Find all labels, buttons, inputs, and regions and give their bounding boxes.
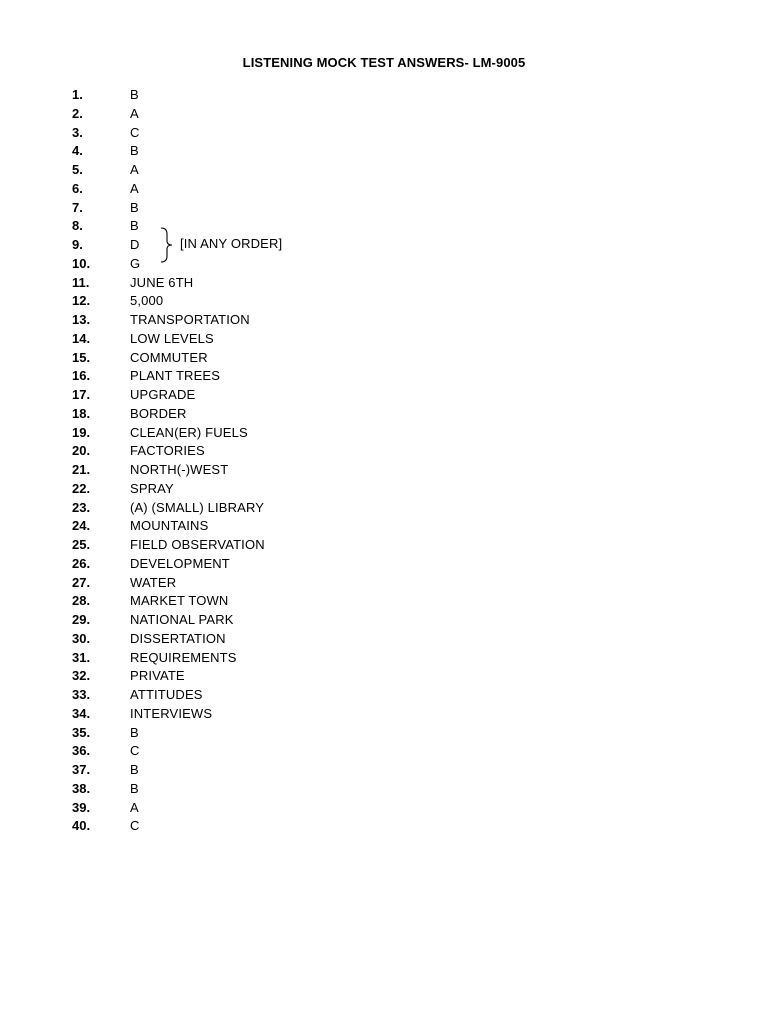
answer-row [0, 461, 768, 480]
answer-row [0, 686, 768, 705]
answer-number: 4. [72, 143, 83, 159]
answer-number: 36. [72, 743, 91, 759]
answer-number: 12. [72, 293, 91, 309]
answer-value: MARKET TOWN [130, 593, 229, 609]
group-note: [IN ANY ORDER] [180, 236, 283, 251]
answer-value: WATER [130, 574, 177, 590]
answer-number: 17. [72, 387, 91, 402]
answer-value: C [130, 124, 140, 140]
answer-number: 9. [72, 237, 83, 252]
answer-number: 11. [72, 274, 90, 290]
answer-row [0, 86, 768, 105]
answer-number: 26. [72, 555, 91, 571]
answer-row [0, 255, 768, 274]
answer-row [0, 817, 768, 836]
answer-number: 14. [72, 330, 91, 346]
answer-row [0, 424, 768, 443]
answer-row [0, 574, 768, 593]
answer-value: B [130, 762, 139, 777]
answer-number: 7. [72, 199, 83, 215]
answer-row [0, 199, 768, 218]
answer-row [0, 499, 768, 518]
answer-value: D [130, 237, 140, 252]
answer-row [0, 292, 768, 311]
answer-number: 19. [72, 424, 91, 440]
answer-number: 3. [72, 124, 83, 140]
answer-row [0, 386, 768, 405]
answer-row [0, 180, 768, 199]
answer-number: 6. [72, 180, 83, 196]
answer-value: A [130, 799, 139, 815]
right-brace-icon [158, 226, 178, 264]
answer-row [0, 311, 768, 330]
answer-value: COMMUTER [130, 349, 208, 365]
answer-value: B [130, 87, 139, 102]
answer-value: NATIONAL PARK [130, 612, 234, 627]
answer-number: 27. [72, 574, 91, 590]
answer-number: 30. [72, 630, 91, 646]
answer-number: 21. [72, 462, 91, 477]
answer-number: 22. [72, 480, 91, 496]
answer-number: 8. [72, 218, 83, 234]
answer-value: SPRAY [130, 480, 174, 496]
answer-row [0, 630, 768, 649]
answer-row [0, 330, 768, 349]
answer-number: 34. [72, 705, 91, 721]
answer-value: 5,000 [130, 293, 164, 309]
answer-value: FACTORIES [130, 443, 205, 459]
answer-number: 39. [72, 799, 91, 815]
answer-row [0, 517, 768, 536]
answer-row [0, 405, 768, 424]
answer-number: 1. [72, 87, 83, 102]
answer-value: PRIVATE [130, 668, 185, 684]
answer-value: JUNE 6TH [130, 274, 194, 290]
answer-row [0, 161, 768, 180]
answer-number: 24. [72, 518, 91, 534]
answer-row [0, 667, 768, 686]
answer-number: 38. [72, 780, 91, 796]
answer-value: B [130, 724, 139, 740]
answer-number: 18. [72, 405, 91, 421]
answer-value: BORDER [130, 405, 187, 421]
answer-row [0, 705, 768, 724]
answer-number: 2. [72, 105, 83, 121]
answer-number: 29. [72, 612, 91, 627]
answer-row [0, 555, 768, 574]
answer-value: NORTH(-)WEST [130, 462, 229, 477]
answer-number: 33. [72, 687, 91, 702]
answer-value: MOUNTAINS [130, 518, 209, 534]
answer-number: 15. [72, 349, 91, 365]
answer-value: G [130, 255, 141, 271]
answer-number: 32. [72, 668, 91, 684]
page-title: LISTENING MOCK TEST ANSWERS- LM-9005 [242, 55, 526, 70]
answer-row [0, 649, 768, 668]
answer-number: 37. [72, 762, 91, 777]
answer-value: B [130, 780, 139, 796]
answer-row [0, 536, 768, 555]
answer-value: LOW LEVELS [130, 330, 214, 346]
answer-row [0, 274, 768, 293]
answer-row [0, 780, 768, 799]
answer-value: A [130, 105, 139, 121]
answer-value: (A) (SMALL) LIBRARY [130, 499, 265, 515]
answer-value: UPGRADE [130, 387, 196, 402]
answer-row [0, 724, 768, 743]
answer-row [0, 442, 768, 461]
answer-row [0, 142, 768, 161]
answer-row [0, 367, 768, 386]
answer-row [0, 592, 768, 611]
answer-value: A [130, 162, 139, 177]
answer-row [0, 105, 768, 124]
answer-row [0, 761, 768, 780]
answer-value: PLANT TREES [130, 368, 221, 384]
answer-number: 31. [72, 649, 91, 665]
answer-number: 23. [72, 499, 91, 515]
answer-row [0, 124, 768, 143]
answer-row [0, 480, 768, 499]
answer-value: B [130, 199, 139, 215]
answer-row [0, 217, 768, 236]
answer-value: REQUIREMENTS [130, 649, 237, 665]
answer-number: 20. [72, 443, 91, 459]
answer-row [0, 799, 768, 818]
answer-value: B [130, 218, 139, 234]
answer-value: FIELD OBSERVATION [130, 537, 265, 552]
answer-value: TRANSPORTATION [130, 312, 250, 327]
group-bracket [158, 226, 358, 264]
answer-number: 28. [72, 593, 91, 609]
answer-row [0, 349, 768, 368]
answer-row [0, 611, 768, 630]
answer-value: CLEAN(ER) FUELS [130, 424, 248, 440]
answer-number: 25. [72, 537, 91, 552]
answer-number: 13. [72, 312, 91, 327]
answer-number: 35. [72, 724, 91, 740]
answer-value: DISSERTATION [130, 630, 226, 646]
answer-number: 5. [72, 162, 83, 177]
answer-value: INTERVIEWS [130, 705, 213, 721]
answer-value: C [130, 818, 140, 834]
answer-number: 10. [72, 255, 91, 271]
answer-value: DEVELOPMENT [130, 555, 230, 571]
answer-row [0, 742, 768, 761]
answer-number: 16. [72, 368, 91, 384]
answer-list [0, 86, 768, 836]
answer-value: ATTITUDES [130, 687, 203, 702]
answer-number: 40. [72, 818, 91, 834]
answer-value: A [130, 180, 139, 196]
answer-value: B [130, 143, 139, 159]
answer-row [0, 236, 768, 255]
answer-value: C [130, 743, 140, 759]
